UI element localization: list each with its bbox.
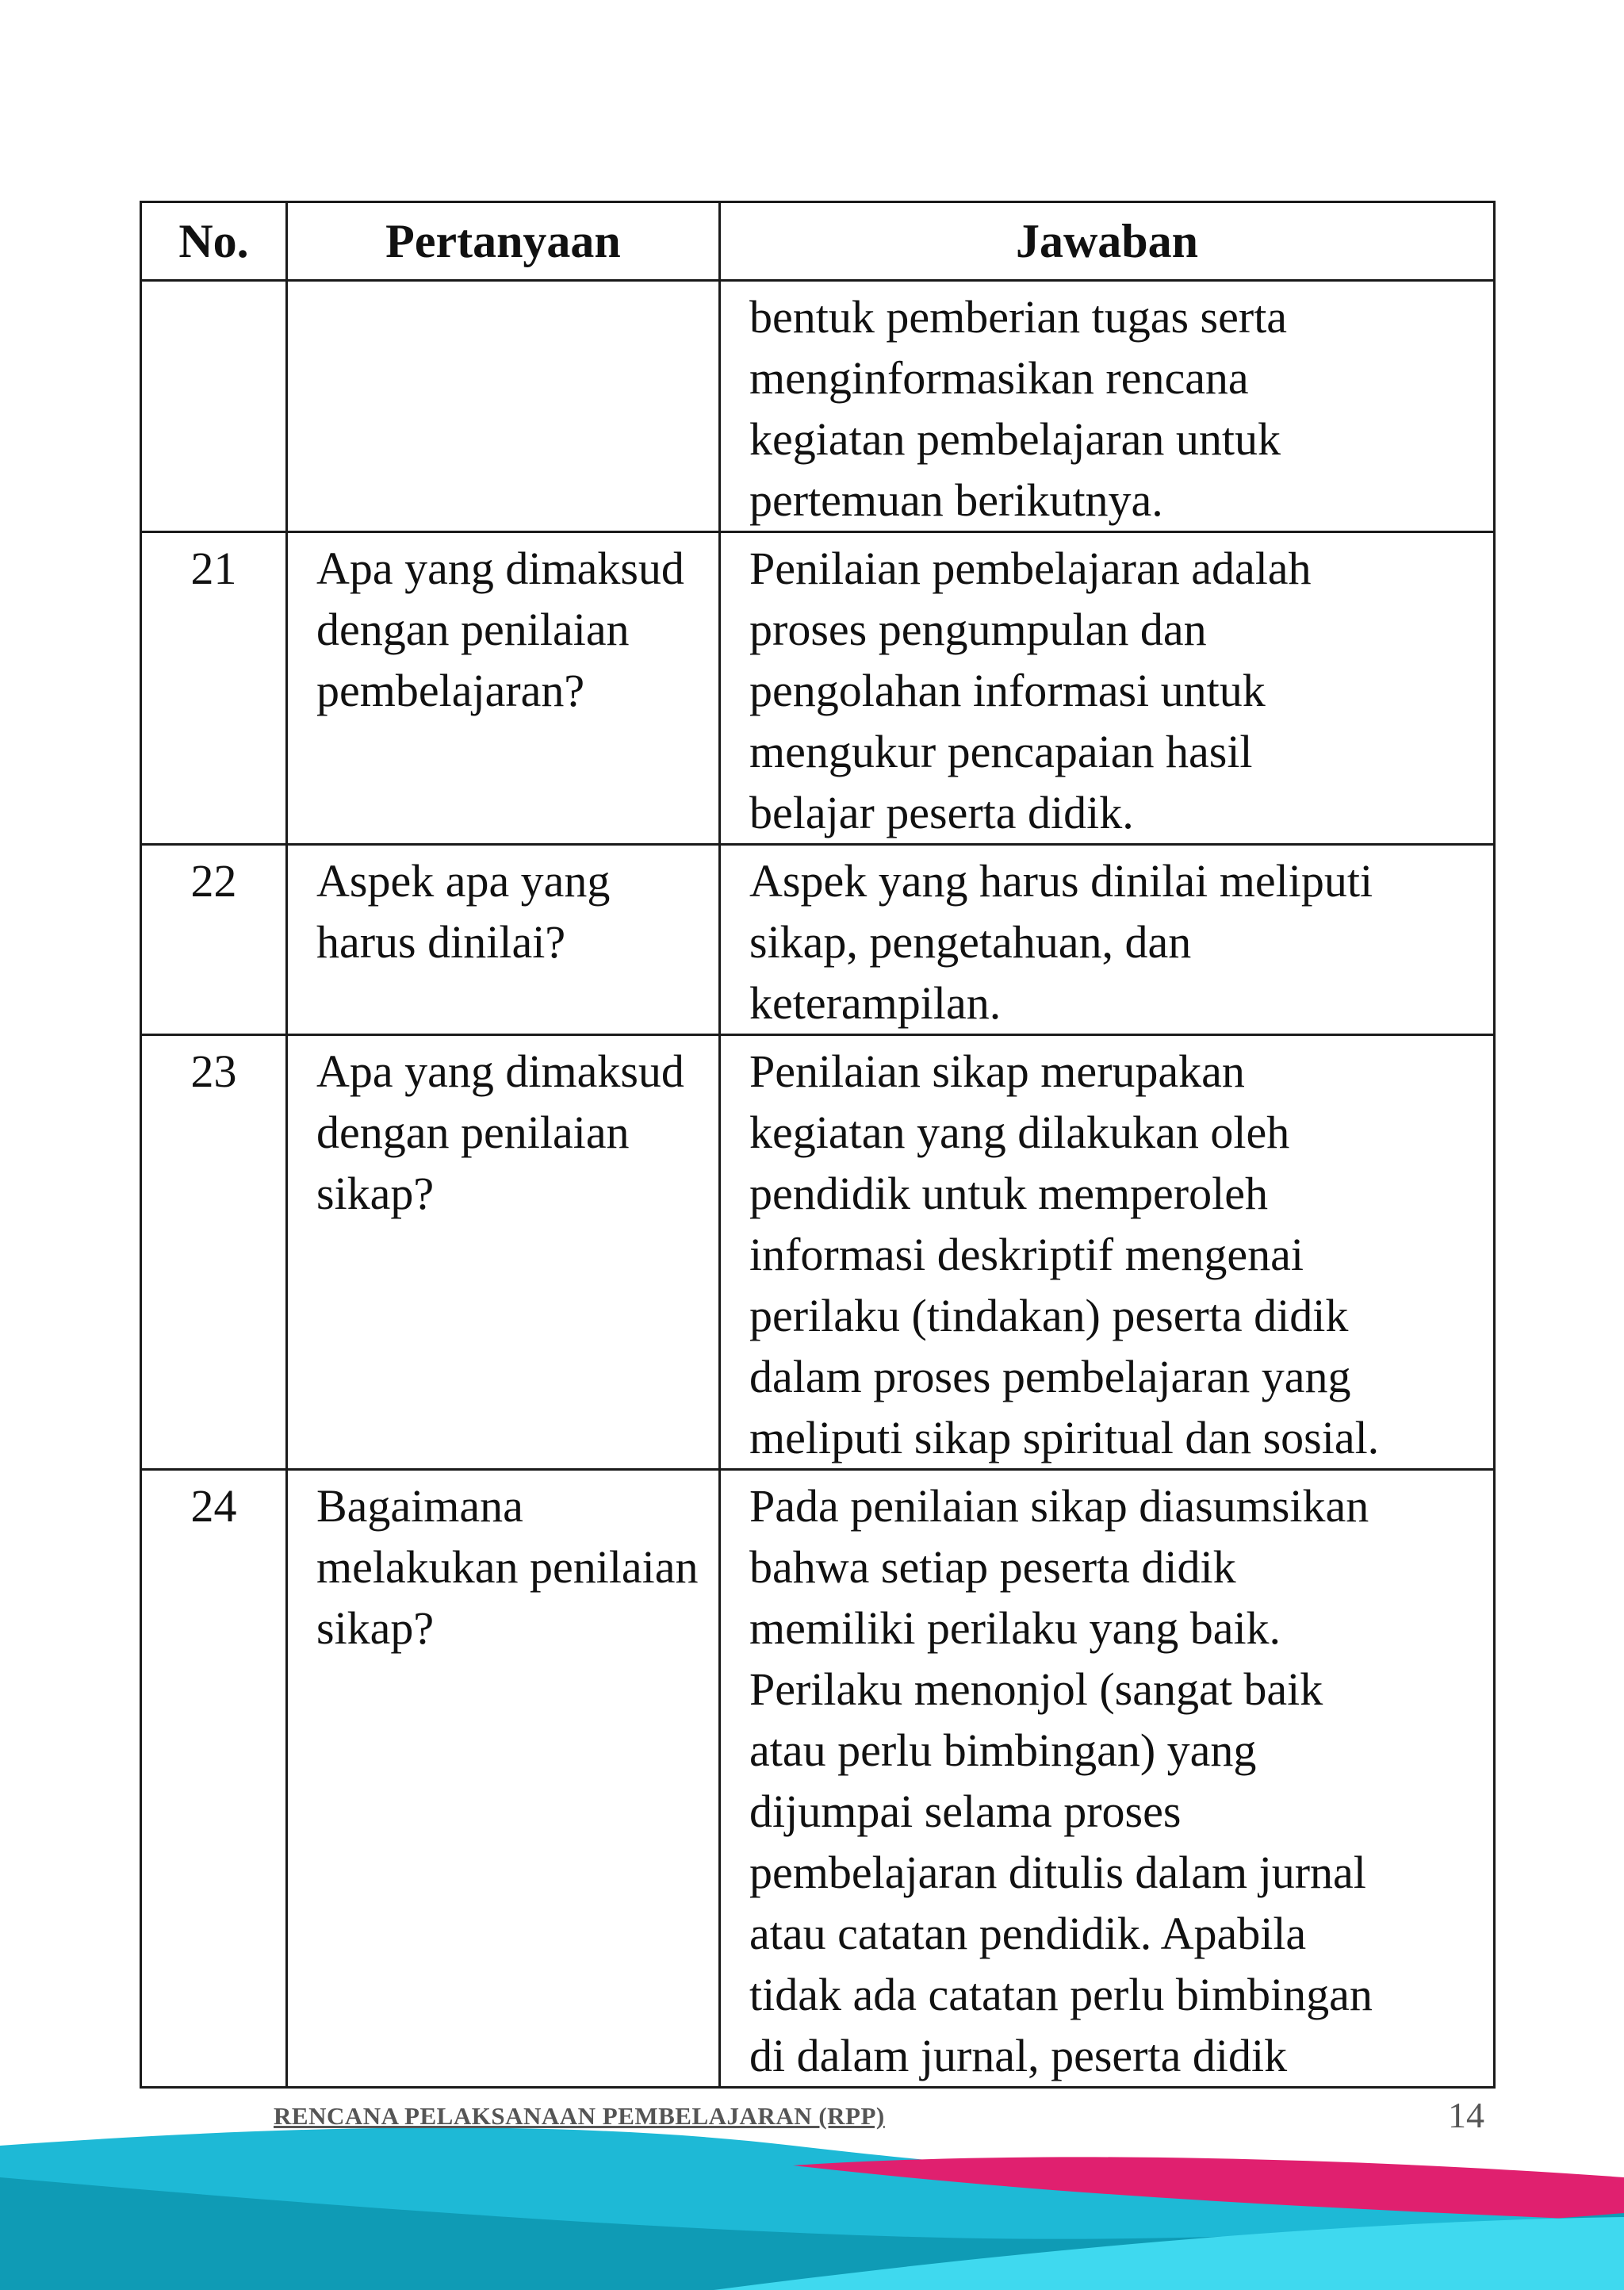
page-number: 14 xyxy=(1448,2095,1484,2135)
row-question xyxy=(287,281,720,532)
header-answer: Jawaban xyxy=(720,202,1495,281)
table-header-row xyxy=(141,202,1495,281)
row-answer: Aspek yang harus dinilai meliputi sikap, pengetahuan, dan keterampilan. xyxy=(720,845,1495,1035)
row-question: Aspek apa yang harus dinilai? xyxy=(287,845,720,1035)
row-number xyxy=(141,281,287,532)
row-number: 24 xyxy=(141,1470,287,2088)
footer-document-title: RENCANA PELAKSANAAN PEMBELAJARAN (RPP) xyxy=(274,2102,885,2130)
row-answer: bentuk pemberian tugas serta menginformasikan rencana kegiatan pembelajaran untuk pertemuan berikutnya. xyxy=(720,281,1495,532)
header-no: No. xyxy=(141,202,287,281)
row-number: 21 xyxy=(141,532,287,845)
footer-wave-decoration xyxy=(0,2110,1624,2290)
row-number: 22 xyxy=(141,845,287,1035)
qa-table xyxy=(140,201,1496,2089)
table-row xyxy=(141,845,1495,1035)
header-question: Pertanyaan xyxy=(287,202,720,281)
row-question: Bagaimana melakukan penilaian sikap? xyxy=(287,1470,720,2088)
row-question: Apa yang dimaksud dengan penilaian sikap? xyxy=(287,1035,720,1470)
row-answer: Penilaian pembelajaran adalah proses pengumpulan dan pengolahan informasi untuk mengukur pencapaian hasil belajar peserta didik. xyxy=(720,532,1495,845)
row-number: 23 xyxy=(141,1035,287,1470)
row-answer: Pada penilaian sikap diasumsikan bahwa setiap peserta didik memiliki perilaku yang baik. Perilaku menonjol (sangat baik atau perlu bimbingan) yang dijumpai selama proses pembelajaran ditulis dalam jurnal atau catatan pendidik. Apabila tidak ada catatan perlu bimbingan di dalam jurnal, peserta didik xyxy=(720,1470,1495,2088)
table-row xyxy=(141,281,1495,532)
table-row xyxy=(141,1470,1495,2088)
table-row xyxy=(141,1035,1495,1470)
row-question: Apa yang dimaksud dengan penilaian pembelajaran? xyxy=(287,532,720,845)
table-row xyxy=(141,532,1495,845)
row-answer: Penilaian sikap merupakan kegiatan yang dilakukan oleh pendidik untuk memperoleh informasi deskriptif mengenai perilaku (tindakan) peserta didik dalam proses pembelajaran yang meliputi sikap spiritual dan sosial. xyxy=(720,1035,1495,1470)
